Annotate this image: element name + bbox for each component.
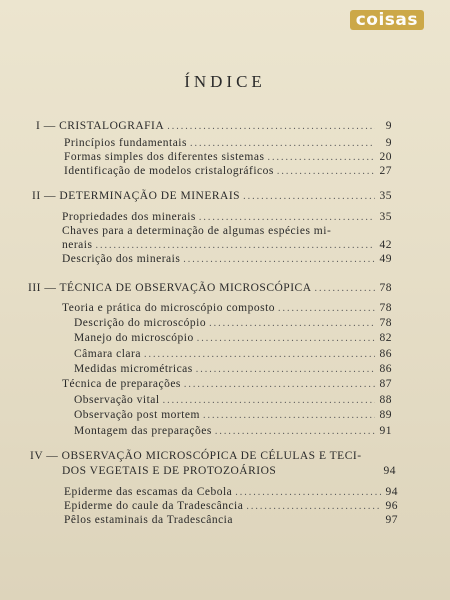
toc-page-number: 82: [379, 332, 392, 344]
toc-page-number: 27: [379, 165, 392, 177]
toc-chapter-4-line1[interactable]: IV — OBSERVAÇÃO MICROSCÓPICA DE CÉLULAS E TECI-: [30, 450, 362, 462]
toc-page-number: 88: [379, 394, 392, 406]
toc-page-number: 86: [379, 363, 392, 375]
toc-item-label: Epiderme das escamas da Cebola: [64, 486, 233, 498]
leader-dots: [196, 363, 375, 376]
leader-dots: [183, 253, 375, 266]
toc-item-label: Câmara clara: [74, 348, 141, 360]
leader-dots: [190, 137, 375, 150]
watermark-logo: coisas: [350, 10, 424, 30]
toc-page-number: 78: [379, 282, 392, 294]
toc-item-label: Manejo do microscópio: [74, 332, 194, 344]
leader-dots: [199, 211, 375, 224]
toc-item-label: Observação post mortem: [74, 409, 200, 421]
toc-chapter-label: III — TÉCNICA DE OBSERVAÇÃO MICROSCÓPICA: [28, 282, 312, 294]
toc-chapter-1[interactable]: [36, 120, 392, 133]
toc-item[interactable]: [64, 486, 398, 499]
toc-item-label: Medidas micrométricas: [74, 363, 193, 375]
toc-page-number: 9: [385, 137, 392, 149]
toc-item[interactable]: [64, 500, 398, 513]
toc-page-number: 86: [379, 348, 392, 360]
toc-item[interactable]: [62, 239, 392, 252]
leader-dots: [277, 165, 375, 178]
toc-page-number: 42: [379, 239, 392, 251]
toc-item-label: Montagem das preparações: [74, 425, 212, 437]
toc-item[interactable]: [62, 302, 392, 315]
leader-dots: [235, 486, 381, 499]
leader-dots: [95, 239, 375, 252]
toc-item[interactable]: [74, 348, 392, 361]
leader-dots: [267, 151, 375, 164]
toc-chapter-4[interactable]: [62, 465, 396, 478]
toc-item[interactable]: [64, 514, 398, 527]
toc-chapter-label: II — DETERMINAÇÃO DE MINERAIS: [32, 190, 241, 202]
toc-item-label: Descrição do microscópio: [74, 317, 207, 329]
toc-chapter-label: DOS VEGETAIS E DE PROTOZOÁRIOS: [62, 465, 277, 477]
leader-dots: [246, 500, 381, 513]
toc-page-number: 89: [379, 409, 392, 421]
toc-page-number: 20: [379, 151, 392, 163]
toc-chapter-label: I — CRISTALOGRAFIA: [36, 120, 165, 132]
leader-dots: [144, 348, 375, 361]
toc-item-label: Propriedades dos minerais: [62, 211, 196, 223]
toc-page-number: 87: [379, 378, 392, 390]
toc-item-label: Princípios fundamentais: [64, 137, 187, 149]
toc-item[interactable]: [74, 425, 392, 438]
leader-dots: [209, 317, 375, 330]
toc-item[interactable]: [74, 363, 392, 376]
toc-item[interactable]: [64, 137, 392, 150]
leader-dots: [197, 332, 375, 345]
toc-item[interactable]: [74, 394, 392, 407]
leader-dots: [215, 425, 375, 438]
toc-item[interactable]: [64, 151, 392, 164]
leader-dots: [203, 409, 375, 422]
toc-item-label: Identificação de modelos cristalográficos: [64, 165, 274, 177]
toc-page-number: 78: [379, 317, 392, 329]
toc-item-label: Pêlos estaminais da Tradescância: [64, 514, 233, 526]
toc-chapter-3[interactable]: [28, 282, 392, 295]
toc-item[interactable]: [62, 253, 392, 266]
toc-page-number: 97: [385, 514, 398, 526]
leader-dots: [315, 282, 375, 295]
toc-item[interactable]: [64, 165, 392, 178]
toc-item[interactable]: [74, 409, 392, 422]
page-title: ÍNDICE: [184, 72, 266, 91]
toc-page-number: 35: [379, 190, 392, 202]
toc-chapter-2[interactable]: [32, 190, 392, 203]
toc-item-label: Descrição dos minerais: [62, 253, 181, 265]
toc-item-label: Epiderme do caule da Tradescância: [64, 500, 244, 512]
leader-dots: [278, 302, 375, 315]
toc-page-number: 78: [379, 302, 392, 314]
toc-item[interactable]: [74, 332, 392, 345]
toc-page-number: 91: [379, 425, 392, 437]
toc-item-label: Observação vital: [74, 394, 160, 406]
toc-item[interactable]: [62, 378, 392, 391]
toc-item-label: Chaves para a determinação de algumas espécies mi-: [62, 225, 332, 237]
toc-item-label: nerais: [62, 239, 93, 251]
leader-dots: [184, 378, 375, 391]
leader-dots: [167, 120, 375, 133]
leader-dots: [163, 394, 375, 407]
leader-dots: [243, 190, 375, 203]
toc-page-number: 35: [379, 211, 392, 223]
toc-item[interactable]: [62, 211, 392, 224]
toc-page-number: 96: [385, 500, 398, 512]
toc-item[interactable]: [74, 317, 392, 330]
toc-item-label: Teoria e prática do microscópio composto: [62, 302, 276, 314]
toc-page-number: 94: [385, 486, 398, 498]
toc-item-label: Técnica de preparações: [62, 378, 181, 390]
toc-item-label: Formas simples dos diferentes sistemas: [64, 151, 265, 163]
toc-page-number: 49: [379, 253, 392, 265]
toc-page-number: 94: [383, 465, 396, 477]
toc-page-number: 9: [385, 120, 392, 132]
